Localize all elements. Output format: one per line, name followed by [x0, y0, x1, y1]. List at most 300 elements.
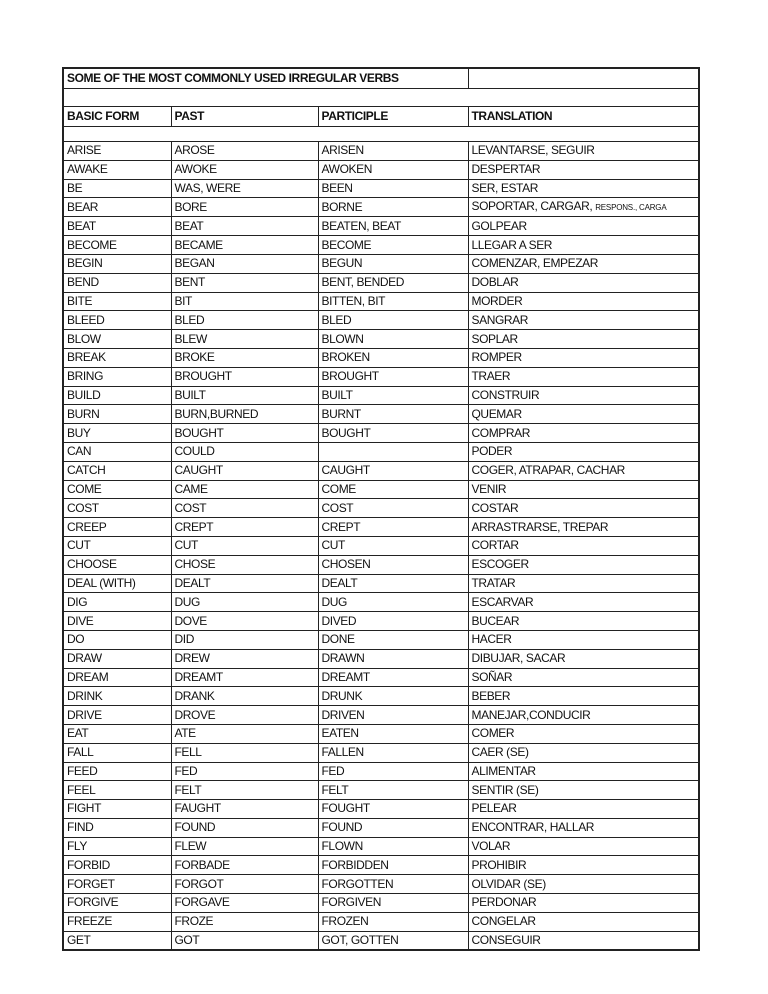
- past-cell: [171, 536, 318, 555]
- translation-cell: [468, 781, 699, 800]
- participle-cell: [318, 800, 468, 819]
- cell-text: BURN,BURNED: [174, 406, 259, 421]
- cell-text: SOÑAR: [471, 669, 513, 684]
- participle-cell: [318, 781, 468, 800]
- basic-form-cell: [63, 292, 171, 311]
- past-cell: [171, 875, 318, 894]
- table-row: [63, 536, 699, 555]
- cell-text: ARISE: [67, 143, 102, 158]
- past-cell: [171, 612, 318, 631]
- cell-text: FORBIDDEN: [321, 857, 389, 872]
- basic-form-cell: [63, 724, 171, 743]
- cell-text: ALIMENTAR: [471, 763, 536, 778]
- cell-text: AWAKE: [67, 162, 108, 177]
- cell-text: ESCARVAR: [471, 594, 534, 609]
- cell-text: COME: [321, 481, 356, 496]
- basic-form-cell: [63, 856, 171, 875]
- past-cell: [171, 574, 318, 593]
- participle-cell: [318, 856, 468, 875]
- cell-text: BUCEAR: [471, 613, 520, 628]
- cell-text: DUG: [174, 594, 200, 609]
- cell-text: FORGOTTEN: [321, 876, 394, 891]
- cell-text: GOT: [174, 933, 200, 948]
- translation-cell: [468, 386, 699, 405]
- cell-text: DREAM: [67, 669, 109, 684]
- past-cell: [171, 649, 318, 668]
- basic-form-cell: [63, 762, 171, 781]
- participle-cell: [318, 518, 468, 537]
- past-cell: [171, 856, 318, 875]
- basic-form-cell: [63, 217, 171, 236]
- cell-text: LEVANTARSE, SEGUIR: [471, 143, 595, 158]
- past-cell: [171, 179, 318, 198]
- cell-text: CREPT: [174, 519, 214, 534]
- translation-cell: [468, 461, 699, 480]
- cell-text: BITTEN, BIT: [321, 293, 386, 308]
- cell-text: COST: [67, 500, 99, 515]
- translation-cell: [468, 160, 699, 179]
- table-row: [63, 724, 699, 743]
- empty-cell: [468, 68, 699, 89]
- cell-text: SOPORTAR, CARGAR,: [471, 199, 596, 214]
- cell-text: DREAMT: [174, 669, 223, 684]
- cell-text: GOLPEAR: [471, 218, 527, 233]
- basic-form-cell: [63, 818, 171, 837]
- cell-text: FELT: [321, 782, 349, 797]
- cell-text: FALL: [67, 745, 94, 760]
- participle-cell: [318, 461, 468, 480]
- cell-text: BECOME: [321, 237, 372, 252]
- table-row: [63, 160, 699, 179]
- past-cell: [171, 668, 318, 687]
- translation-cell: [468, 236, 699, 255]
- participle-cell: [318, 649, 468, 668]
- cell-text: FEEL: [67, 782, 96, 797]
- table-row: [63, 480, 699, 499]
- cell-text: CHOSEN: [321, 557, 371, 572]
- cell-text: BEAT: [174, 218, 204, 233]
- translation-cell: [468, 311, 699, 330]
- cell-text: BECOME: [67, 237, 117, 252]
- participle-cell: [318, 424, 468, 443]
- basic-form-cell: [63, 348, 171, 367]
- past-cell: [171, 724, 318, 743]
- basic-form-cell: [63, 612, 171, 631]
- cell-text: FIGHT: [67, 801, 101, 816]
- cell-text: BROUGHT: [174, 369, 232, 384]
- cell-text: BLOWN: [321, 331, 364, 346]
- basic-form-cell: [63, 574, 171, 593]
- past-cell: [171, 912, 318, 931]
- cell-text: HACER: [471, 632, 512, 647]
- translation-cell: [468, 875, 699, 894]
- participle-cell: [318, 442, 468, 461]
- cell-text: CUT: [321, 538, 345, 553]
- past-cell: [171, 480, 318, 499]
- past-cell: [171, 424, 318, 443]
- cell-text: BUILT: [321, 387, 353, 402]
- cell-text: TRATAR: [471, 575, 516, 590]
- cell-text: FELT: [174, 782, 202, 797]
- table-row: [63, 649, 699, 668]
- table-row: [63, 330, 699, 349]
- past-cell: [171, 818, 318, 837]
- cell-text: BENT, BENDED: [321, 275, 405, 290]
- translation-cell: [468, 630, 699, 649]
- cell-text: CAUGHT: [321, 463, 370, 478]
- header-row: [63, 107, 699, 127]
- participle-cell: [318, 593, 468, 612]
- translation-cell: [468, 217, 699, 236]
- past-cell: [171, 142, 318, 161]
- basic-form-cell: [63, 405, 171, 424]
- cell-text: BUILD: [67, 387, 101, 402]
- cell-text: DIBUJAR, SACAR: [471, 651, 566, 666]
- basic-form-cell: [63, 649, 171, 668]
- cell-text: BECAME: [174, 237, 223, 252]
- table-row: [63, 405, 699, 424]
- past-cell: [171, 254, 318, 273]
- cell-text: DIG: [67, 594, 88, 609]
- cell-text: DRANK: [174, 688, 215, 703]
- cell-text: CAN: [67, 444, 92, 459]
- table-row: [63, 630, 699, 649]
- cell-text: BLOW: [67, 331, 101, 346]
- cell-text: DEAL (WITH): [67, 575, 136, 590]
- past-cell: [171, 837, 318, 856]
- past-cell: [171, 236, 318, 255]
- cell-text: ESCOGER: [471, 557, 529, 572]
- translation-cell: [468, 818, 699, 837]
- cell-text: TRAER: [471, 369, 511, 384]
- cell-text: BEGAN: [174, 256, 215, 271]
- table-row: [63, 217, 699, 236]
- cell-text: CUT: [174, 538, 198, 553]
- participle-cell: [318, 405, 468, 424]
- cell-text: MORDER: [471, 293, 523, 308]
- cell-text: BLEED: [67, 312, 105, 327]
- translation-cell: [468, 480, 699, 499]
- participle-cell: [318, 555, 468, 574]
- past-cell: [171, 518, 318, 537]
- table-row: [63, 311, 699, 330]
- table-row: [63, 743, 699, 762]
- basic-form-cell: [63, 330, 171, 349]
- table-row: [63, 687, 699, 706]
- cell-text: FORBADE: [174, 857, 230, 872]
- cell-text: PERDONAR: [471, 895, 537, 910]
- cell-text: FED: [174, 763, 198, 778]
- participle-cell: [318, 894, 468, 913]
- cell-text: DRUNK: [321, 688, 363, 703]
- cell-text: BURNT: [321, 406, 361, 421]
- table-row: [63, 499, 699, 518]
- header-past: PAST: [171, 107, 318, 127]
- past-cell: [171, 800, 318, 819]
- header-participle: PARTICIPLE: [318, 107, 468, 127]
- cell-text: FORGIVE: [67, 895, 119, 910]
- cell-text: DESPERTAR: [471, 162, 541, 177]
- table-row: [63, 461, 699, 480]
- cell-text: FREEZE: [67, 914, 112, 929]
- cell-text: DROVE: [174, 707, 216, 722]
- cell-text: FOUND: [321, 820, 363, 835]
- participle-cell: [318, 142, 468, 161]
- participle-cell: [318, 912, 468, 931]
- cell-text: ARISEN: [321, 143, 364, 158]
- cell-text: PROHIBIR: [471, 857, 527, 872]
- cell-text: AWOKEN: [321, 162, 372, 177]
- translation-cell: [468, 499, 699, 518]
- table-row: [63, 875, 699, 894]
- past-cell: [171, 931, 318, 950]
- cell-text: AROSE: [174, 143, 215, 158]
- participle-cell: [318, 386, 468, 405]
- cell-text: BREAK: [67, 350, 106, 365]
- table-row: [63, 781, 699, 800]
- basic-form-cell: [63, 687, 171, 706]
- past-cell: [171, 442, 318, 461]
- cell-text: ENCONTRAR, HALLAR: [471, 820, 595, 835]
- basic-form-cell: [63, 198, 171, 217]
- cell-text: BOUGHT: [174, 425, 224, 440]
- participle-cell: [318, 292, 468, 311]
- cell-text: BUY: [67, 425, 91, 440]
- translation-cell: [468, 856, 699, 875]
- cell-text: BLED: [174, 312, 205, 327]
- cell-text: COGER, ATRAPAR, CACHAR: [471, 463, 625, 478]
- past-cell: [171, 461, 318, 480]
- basic-form-cell: [63, 894, 171, 913]
- past-cell: [171, 160, 318, 179]
- past-cell: [171, 367, 318, 386]
- cell-text: COMER: [471, 726, 515, 741]
- translation-cell: [468, 574, 699, 593]
- translation-cell: [468, 555, 699, 574]
- cell-text: BITE: [67, 293, 93, 308]
- cell-text: FELL: [174, 745, 202, 760]
- table-row: [63, 837, 699, 856]
- cell-text: BE: [67, 180, 83, 195]
- translation-cell: [468, 837, 699, 856]
- cell-text: BEEN: [321, 180, 353, 195]
- cell-text: DREW: [174, 651, 210, 666]
- cell-text: CAER (SE): [471, 745, 529, 760]
- basic-form-cell: [63, 254, 171, 273]
- table-row: [63, 442, 699, 461]
- irregular-verbs-table: [62, 67, 700, 951]
- participle-cell: [318, 687, 468, 706]
- cell-text: ATE: [174, 726, 196, 741]
- cell-text: COMPRAR: [471, 425, 531, 440]
- cell-text: BORNE: [321, 199, 363, 214]
- participle-cell: [318, 311, 468, 330]
- translation-cell: [468, 536, 699, 555]
- table-row: [63, 367, 699, 386]
- basic-form-cell: [63, 236, 171, 255]
- basic-form-cell: [63, 875, 171, 894]
- blank-row: [63, 89, 699, 107]
- basic-form-cell: [63, 142, 171, 161]
- header-basic-form: BASIC FORM: [63, 107, 171, 127]
- cell-text: BROUGHT: [321, 369, 379, 384]
- translation-cell: [468, 273, 699, 292]
- cell-text: CUT: [67, 538, 91, 553]
- basic-form-cell: [63, 499, 171, 518]
- basic-form-cell: [63, 311, 171, 330]
- participle-cell: [318, 931, 468, 950]
- cell-text: CHOSE: [174, 557, 216, 572]
- cell-text: FLOWN: [321, 839, 363, 854]
- participle-cell: [318, 367, 468, 386]
- translation-cell: [468, 348, 699, 367]
- cell-text: BEAT: [67, 218, 96, 233]
- cell-text: DEALT: [321, 575, 358, 590]
- cell-text: COST: [321, 500, 354, 515]
- cell-text: BLEW: [174, 331, 207, 346]
- translation-cell: [468, 912, 699, 931]
- past-cell: [171, 273, 318, 292]
- cell-note: RESPONS., CARGA: [595, 203, 667, 213]
- table-row: [63, 292, 699, 311]
- cell-text: BROKE: [174, 350, 215, 365]
- cell-text: SOPLAR: [471, 331, 518, 346]
- cell-text: SER, ESTAR: [471, 180, 538, 195]
- basic-form-cell: [63, 536, 171, 555]
- title-row: [63, 68, 699, 89]
- translation-cell: [468, 762, 699, 781]
- past-cell: [171, 762, 318, 781]
- cell-text: FOUGHT: [321, 801, 370, 816]
- cell-text: DREAMT: [321, 669, 370, 684]
- table-row: [63, 894, 699, 913]
- past-cell: [171, 405, 318, 424]
- cell-text: BUILT: [174, 387, 206, 402]
- participle-cell: [318, 668, 468, 687]
- basic-form-cell: [63, 480, 171, 499]
- basic-form-cell: [63, 743, 171, 762]
- translation-cell: [468, 593, 699, 612]
- translation-cell: [468, 649, 699, 668]
- past-cell: [171, 593, 318, 612]
- cell-text: BORE: [174, 199, 207, 214]
- translation-cell: [468, 894, 699, 913]
- cell-text: BEGUN: [321, 256, 363, 271]
- cell-text: BURN: [67, 406, 100, 421]
- participle-cell: [318, 536, 468, 555]
- translation-cell: [468, 800, 699, 819]
- past-cell: [171, 687, 318, 706]
- participle-cell: [318, 743, 468, 762]
- basic-form-cell: [63, 518, 171, 537]
- cell-text: DID: [174, 632, 194, 647]
- cell-text: CATCH: [67, 463, 106, 478]
- table-row: [63, 762, 699, 781]
- cell-text: DUG: [321, 594, 347, 609]
- cell-text: FLY: [67, 839, 87, 854]
- table-row: [63, 198, 699, 217]
- basic-form-cell: [63, 179, 171, 198]
- basic-form-cell: [63, 442, 171, 461]
- cell-text: EATEN: [321, 726, 359, 741]
- cell-text: ARRASTRARSE, TREPAR: [471, 519, 609, 534]
- participle-cell: [318, 499, 468, 518]
- table-row: [63, 273, 699, 292]
- cell-text: LLEGAR A SER: [471, 237, 553, 252]
- past-cell: [171, 330, 318, 349]
- past-cell: [171, 499, 318, 518]
- cell-text: BRING: [67, 369, 104, 384]
- cell-text: BEBER: [471, 688, 511, 703]
- past-cell: [171, 217, 318, 236]
- cell-text: GET: [67, 933, 91, 948]
- cell-text: VOLAR: [471, 839, 511, 854]
- participle-cell: [318, 330, 468, 349]
- table-row: [63, 236, 699, 255]
- cell-text: DOVE: [174, 613, 207, 628]
- past-cell: [171, 781, 318, 800]
- cell-text: SENTIR (SE): [471, 782, 539, 797]
- table-row: [63, 668, 699, 687]
- cell-text: DRAWN: [321, 651, 365, 666]
- participle-cell: [318, 706, 468, 725]
- cell-text: CONSEGUIR: [471, 933, 541, 948]
- cell-text: FROZE: [174, 914, 214, 929]
- cell-text: FOUND: [174, 820, 216, 835]
- participle-cell: [318, 612, 468, 631]
- cell-text: PODER: [471, 444, 513, 459]
- cell-text: FLEW: [174, 839, 207, 854]
- participle-cell: [318, 236, 468, 255]
- table-row: [63, 818, 699, 837]
- basic-form-cell: [63, 912, 171, 931]
- cell-text: PELEAR: [471, 801, 517, 816]
- cell-text: COULD: [174, 444, 215, 459]
- past-cell: [171, 311, 318, 330]
- header-translation: TRANSLATION: [468, 107, 699, 127]
- table-row: [63, 931, 699, 950]
- translation-cell: [468, 292, 699, 311]
- cell-text: BOUGHT: [321, 425, 371, 440]
- participle-cell: [318, 818, 468, 837]
- cell-text: CREEP: [67, 519, 107, 534]
- table-row: [63, 800, 699, 819]
- cell-text: DOBLAR: [471, 275, 519, 290]
- table-row: [63, 856, 699, 875]
- translation-cell: [468, 743, 699, 762]
- basic-form-cell: [63, 781, 171, 800]
- participle-cell: [318, 179, 468, 198]
- cell-text: CONGELAR: [471, 914, 536, 929]
- participle-cell: [318, 348, 468, 367]
- basic-form-cell: [63, 160, 171, 179]
- cell-text: EAT: [67, 726, 89, 741]
- participle-cell: [318, 724, 468, 743]
- cell-text: CORTAR: [471, 538, 519, 553]
- translation-cell: [468, 142, 699, 161]
- past-cell: [171, 198, 318, 217]
- table-row: [63, 518, 699, 537]
- past-cell: [171, 348, 318, 367]
- translation-cell: [468, 254, 699, 273]
- basic-form-cell: [63, 367, 171, 386]
- table-row: [63, 912, 699, 931]
- cell-text: FAUGHT: [174, 801, 221, 816]
- cell-text: FORGOT: [174, 876, 224, 891]
- participle-cell: [318, 198, 468, 217]
- translation-cell: [468, 179, 699, 198]
- cell-text: DO: [67, 632, 85, 647]
